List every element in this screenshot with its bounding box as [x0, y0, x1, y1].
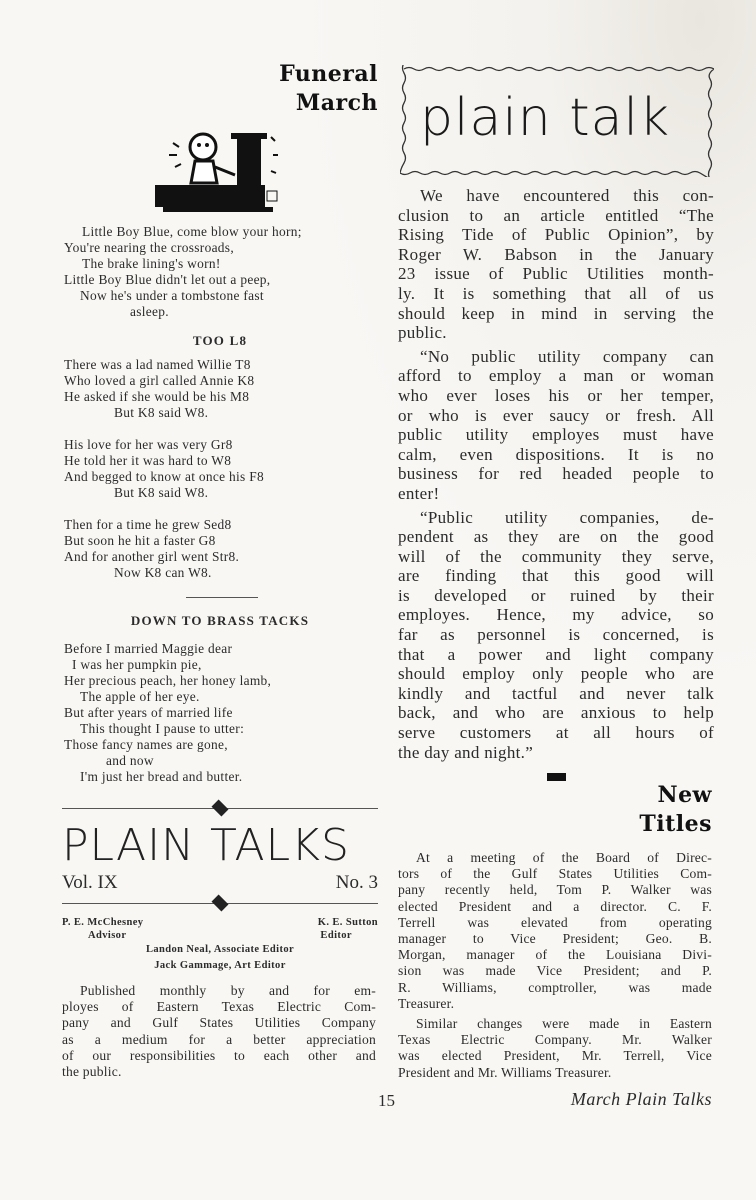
- text-line: are finding that this good will: [398, 566, 714, 586]
- poem-line: Who loved a girl called Annie K8: [64, 373, 255, 388]
- text-line: clusion to an article entitled “The: [398, 205, 714, 225]
- text-line: back, and who are anxious to help: [398, 703, 714, 723]
- little-boy-blue-poem: [64, 224, 380, 320]
- poem-line: This thought I pause to utter:: [80, 721, 245, 736]
- text-line: employes. Hence, my advice, so: [398, 605, 714, 625]
- text-line: the public.: [62, 1064, 122, 1080]
- stanza: [64, 437, 380, 501]
- piano-player-illustration: [155, 125, 290, 213]
- short-divider: [186, 597, 258, 598]
- page-number: 15: [378, 1091, 395, 1110]
- text-line: Rising Tide of Public Opinion”, by: [398, 225, 714, 245]
- poem-line: But soon he hit a faster G8: [64, 533, 216, 548]
- poem-line: And begged to know at once his F8: [64, 469, 264, 484]
- text-line: enter!: [398, 483, 440, 503]
- diamond-ornament: [212, 895, 229, 912]
- advisor-credit: [62, 916, 143, 942]
- text-line: Treasurer.: [398, 995, 455, 1011]
- poem-line: Then for a time he grew Sed8: [64, 517, 232, 532]
- new-titles-title: [560, 781, 712, 839]
- text-line: kindly and tactful and never talk: [398, 683, 714, 703]
- advisor-role: Advisor: [88, 930, 127, 941]
- poem-line: Little Boy Blue, come blow your horn;: [82, 224, 302, 239]
- text-line: pany recently held, Tom P. Walker was: [398, 882, 712, 898]
- text-line: pany and Gulf States Utilities Company: [62, 1015, 376, 1031]
- editor-role: Editor: [320, 930, 352, 941]
- poem-line: and now: [106, 753, 154, 768]
- poem-line: asleep.: [130, 304, 169, 319]
- text-line: business for red headed people to: [398, 464, 714, 484]
- text-line: far as personnel is concerned, is: [398, 625, 714, 645]
- text-line: serve customers at all hours of: [398, 723, 714, 743]
- poem-line: But K8 said W8.: [114, 485, 209, 500]
- paragraph: [398, 347, 714, 504]
- paragraph: [398, 850, 712, 1012]
- text-line: the day and night.”: [398, 742, 534, 762]
- poem-line: Now he's under a tombstone fast: [80, 288, 264, 303]
- editor-credit: [258, 916, 378, 942]
- text-line: public.: [398, 323, 447, 343]
- plain-talk-title: plain talk: [420, 88, 671, 148]
- text-line: pendent as they are on the good: [398, 527, 714, 547]
- text-line: should employ only people who are: [398, 664, 714, 684]
- text-line: tors of the Gulf States Utilities Com-: [398, 866, 712, 882]
- poem-line: Now K8 can W8.: [114, 565, 212, 580]
- text-line: calm, even dispositions. It is no: [398, 444, 714, 464]
- funeral-march-title: [200, 60, 378, 118]
- poem-line: You're nearing the crossroads,: [64, 240, 234, 255]
- masthead-title: PLAIN TALKS: [62, 820, 350, 871]
- poem-line: And for another girl went Str8.: [64, 549, 240, 564]
- paragraph: [398, 186, 714, 343]
- text-line: elected President and a director. C. F.: [398, 898, 712, 914]
- advisor-name: P. E. McChesney: [62, 917, 144, 928]
- poem-line: The brake lining's worn!: [82, 256, 221, 271]
- title-line: Funeral: [279, 61, 378, 87]
- too-late-title: TOO L8: [192, 333, 248, 348]
- stanza: [64, 357, 380, 421]
- text-line: We have encountered this con-: [420, 186, 714, 205]
- paragraph: [398, 1016, 712, 1081]
- brass-tacks-poem: [64, 641, 380, 785]
- text-line: ly. It is something that all of us: [398, 283, 714, 303]
- text-line: “Public utility companies, de-: [420, 507, 714, 527]
- text-line: Terrell was elevated from operating: [398, 914, 712, 930]
- new-titles-article: [398, 850, 712, 1085]
- poem-line: I was her pumpkin pie,: [72, 657, 202, 672]
- text-line: ployes of Eastern Texas Electric Com-: [62, 999, 376, 1015]
- associate-editor-credit: Landon Neal, Associate Editor: [145, 944, 295, 955]
- stanza: [64, 517, 380, 581]
- publication-statement: [62, 983, 376, 1084]
- poem-line: I'm just her bread and butter.: [80, 769, 243, 784]
- text-line: who ever loses his or her temper,: [398, 385, 714, 405]
- section-bullet: [547, 773, 566, 781]
- text-line: 23 issue of Public Utilities month-: [398, 264, 714, 284]
- text-line: Morgan, manager of the Louisiana Divi-: [398, 947, 712, 963]
- text-line: Texas Electric Company. Mr. Walker: [398, 1032, 712, 1048]
- text-line: is developed or ruined by their: [398, 585, 714, 605]
- volume-label: Vol. IX: [62, 872, 118, 893]
- text-line: was elected President, Mr. Terrell, Vice: [398, 1048, 712, 1064]
- text-line: will of the community they serve,: [398, 546, 714, 566]
- title-line: Titles: [639, 811, 712, 837]
- issue-number: No. 3: [335, 872, 378, 893]
- editor-name: K. E. Sutton: [317, 917, 378, 928]
- poem-line: Little Boy Blue didn't let out a peep,: [64, 272, 271, 287]
- text-line: “No public utility company can: [420, 346, 714, 366]
- text-line: At a meeting of the Board of Direc-: [416, 850, 712, 865]
- text-line: public utility employes must have: [398, 425, 714, 445]
- text-line: manager to Vice President; Geo. B.: [398, 931, 712, 947]
- poem-line: There was a lad named Willie T8: [64, 357, 251, 372]
- poem-line: Her precious peach, her honey lamb,: [64, 673, 272, 688]
- paragraph: [398, 508, 714, 763]
- running-title: March Plain Talks: [570, 1089, 712, 1109]
- text-line: afford to employ a man or woman: [398, 366, 714, 386]
- poem-line: He told her it was hard to W8: [64, 453, 232, 468]
- poem-line: But after years of married life: [64, 705, 233, 720]
- paragraph: [62, 983, 376, 1080]
- poem-line: The apple of her eye.: [80, 689, 200, 704]
- text-line: Roger W. Babson in the January: [398, 244, 714, 264]
- text-line: or who is ever saucy or fresh. All: [398, 405, 714, 425]
- title-line: March: [295, 90, 378, 116]
- text-line: Published monthly by and for em-: [80, 983, 376, 998]
- too-late-poem: [64, 357, 380, 597]
- poem-line: He asked if she would be his M8: [64, 389, 250, 404]
- text-line: of our responsibilities to each other and: [62, 1047, 376, 1063]
- poem-line: Before I married Maggie dear: [64, 641, 233, 656]
- text-line: Similar changes were made in Eastern: [416, 1016, 712, 1032]
- text-line: that a power and light company: [398, 644, 714, 664]
- title-line: New: [657, 782, 712, 808]
- text-line: President and Mr. Williams Treasurer.: [398, 1064, 612, 1080]
- poem-line: Those fancy names are gone,: [64, 737, 228, 752]
- brass-tacks-title: DOWN TO BRASS TACKS: [130, 613, 310, 628]
- text-line: R. Williams, comptroller, was made: [398, 979, 712, 995]
- text-line: sion was made Vice President; and P.: [398, 963, 712, 979]
- text-line: should keep in mind in serving the: [398, 303, 714, 323]
- art-editor-credit: Jack Gammage, Art Editor: [154, 960, 286, 971]
- poem-line: But K8 said W8.: [114, 405, 209, 420]
- poem-line: His love for her was very Gr8: [64, 437, 233, 452]
- diamond-ornament: [212, 800, 229, 817]
- plain-talk-article: [398, 186, 714, 766]
- text-line: as a medium for a better appreciation: [62, 1031, 376, 1047]
